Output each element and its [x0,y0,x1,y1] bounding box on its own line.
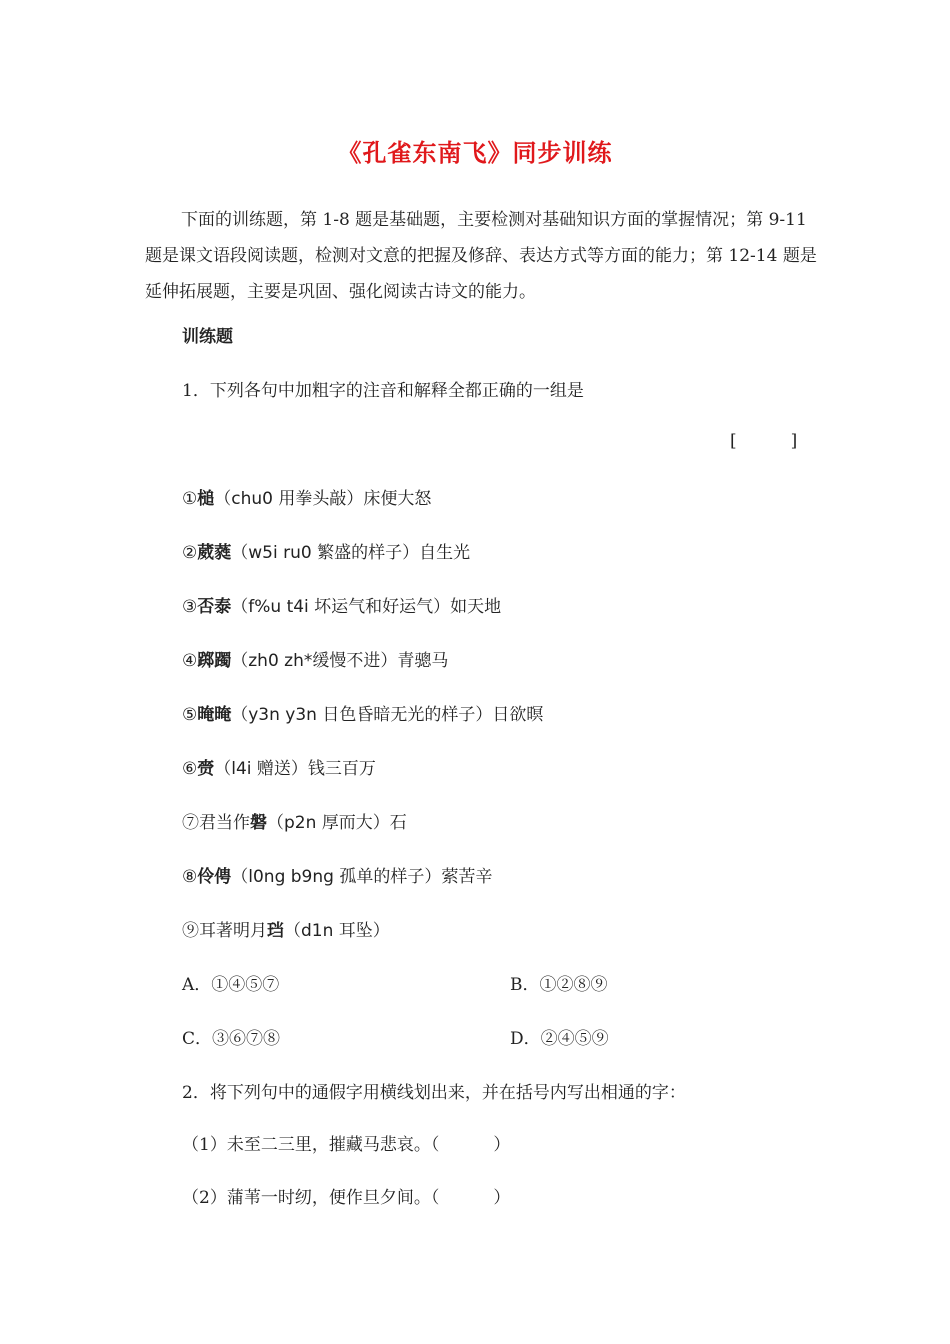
question-2-stem: 2．将下列句中的通假字用横线划出来，并在括号内写出相通的字： [182,1083,686,1103]
q1-item-2: ②葳蕤（w5i ru0 繁盛的样子）自生光 [182,543,471,563]
q1-item-1: ①槌（chu0 用拳头敲）床便大怒 [182,489,432,509]
question-1-stem: 1．下列各句中加粗字的注音和解释全都正确的一组是 [182,381,584,401]
choice-d: D．②④⑤⑨ [510,1029,609,1049]
choice-a: A．①④⑤⑦ [182,975,280,995]
q1-item-3: ③否泰（f%u t4i 坏运气和好运气）如天地 [182,597,502,617]
choice-c: C．③⑥⑦⑧ [182,1029,281,1049]
document-title: 《孔雀东南飞》同步训练 [337,139,613,167]
q1-item-8: ⑧伶俜（l0ng b9ng 孤单的样子）萦苦辛 [182,867,493,887]
q2-item-2: （2）蒲苇一时纫，便作旦夕间。（ ） [182,1188,511,1208]
q1-item-9: ⑨耳著明月珰（d1n 耳坠） [182,921,390,941]
answer-bracket: [ ] [730,431,798,451]
intro-paragraph: 下面的训练题，第 1-8 题是基础题，主要检测对基础知识方面的掌握情况；第 9-11 题是课文语段阅读题，检测对文意的把握及修辞、表达方式等方面的能力；第 12-14 题是延伸拓展题，主要是巩固、强化阅读古诗文的能力。 [145,210,817,302]
q1-item-4: ④踯躅（zh0 zh*缓慢不进）青骢马 [182,651,449,671]
q1-item-5: ⑤晻晻（y3n y3n 日色昏暗无光的样子）日欲暝 [182,705,544,725]
q2-item-1: （1）未至二三里，摧藏马悲哀。（ ） [182,1135,511,1155]
section-heading: 训练题 [182,327,233,347]
q1-item-6: ⑥赍（l4i 赠送）钱三百万 [182,759,376,779]
q1-item-7: ⑦君当作磐（p2n 厚而大）石 [182,813,407,833]
choice-b: B．①②⑧⑨ [510,975,608,995]
